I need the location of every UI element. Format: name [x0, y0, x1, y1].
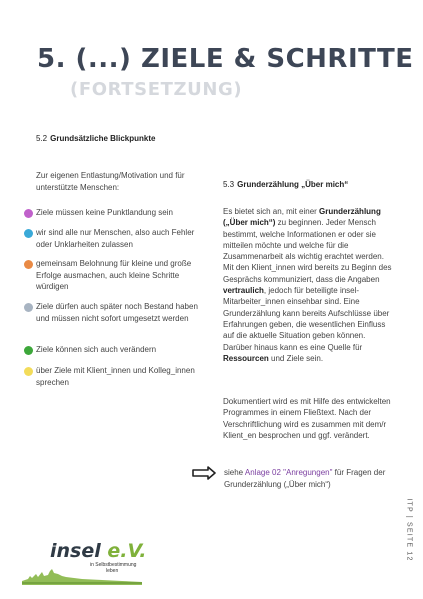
- text-run: zu beginnen. Jeder Mensch bestimmt, welche Informationen er oder sie mitteilen möchte und welche für die Zusammenarbeit als wichtig erachtet werden. Mit den Klient_innen wird bereits zu Beginn des Gesprächs kommuniziert, dass die Angaben: [223, 218, 392, 284]
- bullet-dot-icon: [24, 346, 33, 355]
- bullet-dot-icon: [24, 209, 33, 218]
- reference-note: [224, 467, 394, 490]
- page-number-text: ITP | SEITE 12: [405, 498, 413, 562]
- section-title: Grundsätzliche Blickpunkte: [50, 134, 156, 143]
- bullet-text: Ziele dürfen auch später noch Bestand haben und müssen nicht sofort umgesetzt werden: [36, 302, 198, 323]
- emphasis-text: vertraulich: [223, 286, 264, 296]
- logo-insel-text: insel: [50, 540, 101, 562]
- text-run: , jedoch für beteiligte insel-Mitarbeiter_innen einsehbar sind. Eine Grunderzählung kann bereits Aufschlüsse über Erfahrungen geben, die wesentlichen Einfluss auf die aktuelle Situation geben können. Darüber hinaus kann es eine Quelle für: [223, 286, 390, 352]
- insel-logo: [22, 540, 147, 590]
- bullet-text: wir sind alle nur Menschen, also auch Fehler oder Unklarheiten zulassen: [36, 228, 195, 249]
- text-run: und Ziele sein.: [268, 353, 324, 363]
- right-arrow-icon: [191, 466, 217, 480]
- logo-ev-text: e.V.: [107, 540, 147, 562]
- bullet-text: Ziele müssen keine Punktlandung sein: [36, 208, 173, 217]
- page-title: 5. (...) ZIELE & SCHRITTE: [37, 44, 414, 74]
- bullet-text: Ziele können sich auch verändern: [36, 345, 157, 354]
- ref-suffix: für Fragen der Grunderzählung („Über mich“): [224, 468, 386, 489]
- section-heading-5-2: [36, 134, 155, 143]
- bullet-text: über Ziele mit Klient_innen und Kolleg_innen sprechen: [36, 366, 195, 387]
- section-number: 5.2: [36, 134, 48, 143]
- ref-prefix: siehe: [224, 468, 245, 477]
- logo-tagline-line: in Selbstbestimmung: [90, 562, 137, 568]
- logo-wordmark: [50, 540, 146, 562]
- logo-tagline-line: leben: [106, 568, 119, 574]
- section-heading-5-3: [223, 180, 348, 189]
- bullet-dot-icon: [24, 260, 33, 269]
- left-intro-text: Zur eigenen Entlastung/Motivation und für unterstützte Menschen:: [36, 171, 185, 192]
- right-paragraph-1: [223, 206, 393, 364]
- page-subtitle: (FORTSETZUNG): [70, 79, 243, 100]
- bullet-dot-icon: [24, 367, 33, 376]
- page-number-label: [404, 490, 414, 570]
- text-run: Es bietet sich an, mit einer: [223, 207, 320, 216]
- section-number: 5.3: [223, 180, 235, 189]
- emphasis-text: Grunderzählung („Über mich“): [223, 207, 381, 228]
- emphasis-text: Ressourcen: [223, 353, 269, 363]
- skyline-graphic: [22, 565, 142, 585]
- section-title: Grunderzählung „Über mich“: [237, 180, 349, 189]
- bullet-dot-icon: [24, 229, 33, 238]
- bullet-text: gemeinsam Belohnung für kleine und große Erfolge ausmachen, auch kleine Schritte würdigen: [36, 259, 192, 291]
- attachment-link[interactable]: Anlage 02 "Anregungen": [244, 468, 333, 477]
- bullet-dot-icon: [24, 303, 33, 312]
- right-paragraph-2: Dokumentiert wird es mit Hilfe des entwickelten Programmes in einem Fließtext. Nach der Verschriftlichung wird es zusammen mit dem/r Klient_en besprochen und ggf. verändert.: [223, 397, 391, 440]
